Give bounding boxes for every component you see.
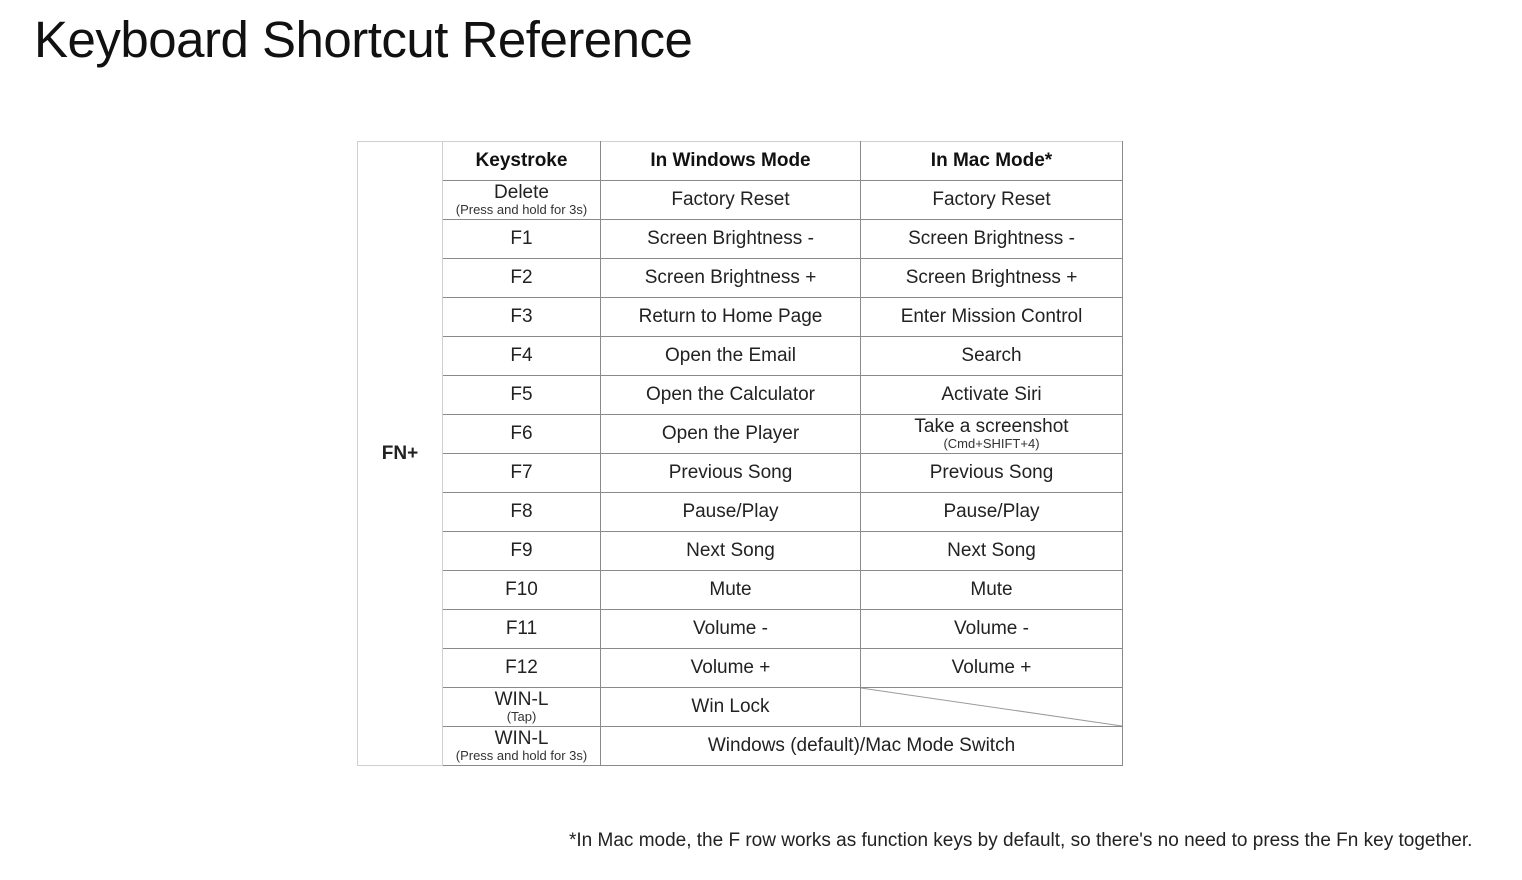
diagonal-slash — [861, 688, 1122, 726]
mac-action-cell: Screen Brightness - — [861, 220, 1123, 259]
shortcut-table — [357, 141, 1123, 766]
mac-action-cell: Mute — [861, 571, 1123, 610]
keystroke-note: (Press and hold for 3s) — [455, 202, 588, 217]
keystroke-note: (Press and hold for 3s) — [455, 748, 588, 763]
table-row — [358, 610, 1123, 649]
keystroke-label: WIN-L — [494, 728, 549, 749]
keystroke-label: WIN-L — [494, 689, 549, 710]
header-row — [358, 142, 1123, 181]
page-title: Keyboard Shortcut Reference — [34, 11, 693, 68]
keystroke-cell: F1 — [443, 220, 601, 259]
mac-action-cell: Screen Brightness + — [861, 259, 1123, 298]
keystroke-cell: F4 — [443, 337, 601, 376]
mac-action-cell: Previous Song — [861, 454, 1123, 493]
mac-action-cell: Pause/Play — [861, 493, 1123, 532]
keystroke-note: (Tap) — [506, 709, 537, 724]
table-row — [358, 259, 1123, 298]
windows-action-cell: Open the Email — [601, 337, 861, 376]
table-row — [358, 415, 1123, 454]
table-row — [358, 454, 1123, 493]
mac-action-cell: Volume - — [861, 610, 1123, 649]
windows-action-cell: Win Lock — [601, 688, 861, 727]
keystroke-cell — [443, 727, 601, 766]
windows-action-cell: Volume + — [601, 649, 861, 688]
keystroke-cell: F9 — [443, 532, 601, 571]
table-row — [358, 532, 1123, 571]
windows-action-cell: Open the Player — [601, 415, 861, 454]
table-row — [358, 688, 1123, 727]
windows-action-cell: Factory Reset — [601, 181, 861, 220]
keystroke-cell: F3 — [443, 298, 601, 337]
windows-action-cell: Volume - — [601, 610, 861, 649]
windows-action-cell: Previous Song — [601, 454, 861, 493]
table-row — [358, 337, 1123, 376]
table-row — [358, 376, 1123, 415]
keystroke-cell: F10 — [443, 571, 601, 610]
windows-action-cell: Next Song — [601, 532, 861, 571]
windows-action-cell: Screen Brightness - — [601, 220, 861, 259]
keystroke-label: Delete — [494, 182, 549, 203]
keystroke-cell: F12 — [443, 649, 601, 688]
windows-action-cell: Open the Calculator — [601, 376, 861, 415]
mac-action-cell: Activate Siri — [861, 376, 1123, 415]
mac-action-label: Take a screenshot — [914, 416, 1069, 437]
table-row — [358, 727, 1123, 766]
keystroke-cell: F5 — [443, 376, 601, 415]
mac-action-cell: Search — [861, 337, 1123, 376]
table-row — [358, 649, 1123, 688]
keystroke-cell: F8 — [443, 493, 601, 532]
mac-action-cell: Next Song — [861, 532, 1123, 571]
mac-action-cell — [861, 415, 1123, 454]
mac-action-cell-not-applicable — [861, 688, 1123, 727]
windows-action-cell: Return to Home Page — [601, 298, 861, 337]
keystroke-cell: F6 — [443, 415, 601, 454]
keystroke-cell: F7 — [443, 454, 601, 493]
keystroke-cell: F2 — [443, 259, 601, 298]
mac-action-cell: Volume + — [861, 649, 1123, 688]
keystroke-cell — [443, 688, 601, 727]
table-row — [358, 493, 1123, 532]
header-mac-mode: In Mac Mode* — [861, 142, 1123, 181]
mac-action-note: (Cmd+SHIFT+4) — [943, 436, 1040, 451]
header-windows-mode: In Windows Mode — [601, 142, 861, 181]
keystroke-cell: F11 — [443, 610, 601, 649]
windows-action-cell: Pause/Play — [601, 493, 861, 532]
both-modes-action-cell: Windows (default)/Mac Mode Switch — [601, 727, 1123, 766]
header-keystroke: Keystroke — [443, 142, 601, 181]
fn-modifier-cell: FN+ — [358, 142, 443, 766]
windows-action-cell: Screen Brightness + — [601, 259, 861, 298]
keystroke-cell — [443, 181, 601, 220]
table-row — [358, 220, 1123, 259]
windows-action-cell: Mute — [601, 571, 861, 610]
table-row — [358, 298, 1123, 337]
footnote: *In Mac mode, the F row works as function keys by default, so there's no need to press the Fn key together. — [569, 830, 1473, 851]
table-row — [358, 181, 1123, 220]
mac-action-cell: Factory Reset — [861, 181, 1123, 220]
mac-action-cell: Enter Mission Control — [861, 298, 1123, 337]
table-row — [358, 571, 1123, 610]
